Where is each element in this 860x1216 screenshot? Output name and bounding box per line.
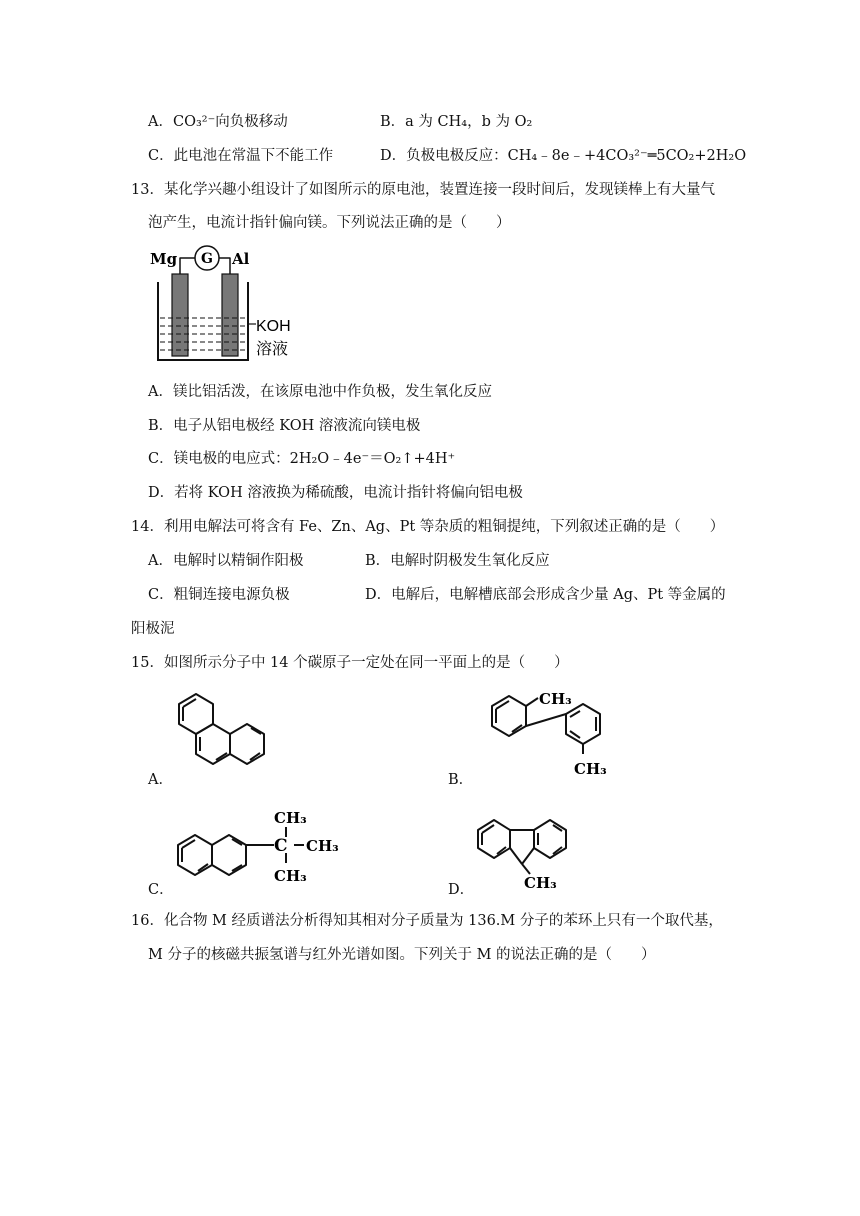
q14-stem: 14．利用电解法可将含有 Fe、Zn、Ag、Pt 等杂质的粗铜提纯，下列叙述正确的是（ ）	[131, 519, 725, 535]
q12-option-d: D．负极电极反应：CH₄﹣8e﹣+4CO₃²⁻═5CO₂+2H₂O	[380, 148, 747, 164]
ch3-right-label: CH₃	[306, 837, 339, 855]
structure-c-tert-butylnaphthalene	[170, 805, 350, 895]
galvanometer-label: G	[201, 251, 213, 267]
q13-option-d: D．若将 KOH 溶液换为稀硫酸，电流计指针将偏向铝电极	[148, 485, 523, 501]
structure-b-dimethylbiphenyl	[470, 690, 630, 782]
mg-electrode	[172, 274, 188, 356]
al-label: Al	[232, 250, 250, 268]
ch3-label: CH₃	[524, 874, 557, 892]
q14-option-d-cont: 阳极泥	[131, 621, 175, 637]
structure-a-phenanthrene	[170, 690, 290, 780]
ch3-upper-label: CH₃	[274, 809, 307, 827]
q12-option-b: B．a 为 CH₄，b 为 O₂	[380, 114, 533, 130]
ch3-lower-label: CH₃	[274, 867, 307, 885]
q12-option-a: A．CO₃²⁻向负极移动	[148, 114, 288, 130]
quaternary-carbon-label: C	[274, 836, 288, 856]
q14-option-b: B．电解时阴极发生氧化反应	[365, 553, 550, 569]
galvanic-cell-figure	[148, 244, 308, 366]
q13-option-a: A．镁比铝活泼，在该原电池中作负极，发生氧化反应	[148, 384, 492, 400]
q15-label-a: A．	[148, 772, 173, 788]
q13-option-b: B．电子从铝电极经 KOH 溶液流向镁电极	[148, 418, 421, 434]
q14-option-c: C．粗铜连接电源负极	[148, 587, 290, 603]
mg-label: Mg	[150, 250, 178, 268]
q15-label-d: D．	[448, 882, 475, 898]
ch3-top-label: CH₃	[539, 690, 572, 708]
ch3-bottom-label: CH₃	[574, 760, 607, 778]
q13-stem-line2: 泡产生，电流计指针偏向镁。下列说法正确的是（ ）	[148, 215, 511, 231]
q13-stem-line1: 13．某化学兴趣小组设计了如图所示的原电池，装置连接一段时间后，发现镁棒上有大量气	[131, 182, 715, 198]
q15-stem: 15．如图所示分子中 14 个碳原子一定处在同一平面上的是（ ）	[131, 655, 569, 671]
structure-d-methylfluorene	[470, 800, 620, 895]
q15-label-c: C．	[148, 882, 174, 898]
solution-label: 溶液	[256, 339, 289, 358]
al-electrode	[222, 274, 238, 356]
q15-label-b: B．	[448, 772, 474, 788]
q13-option-c: C．镁电极的电应式：2H₂O﹣4e⁻＝O₂↑+4H⁺	[148, 451, 456, 467]
q16-stem-line2: M 分子的核磁共振氢谱与红外光谱如图。下列关于 M 的说法正确的是（ ）	[148, 947, 656, 963]
q12-option-c: C．此电池在常温下不能工作	[148, 148, 334, 164]
q14-option-a: A．电解时以精铜作阳极	[148, 553, 304, 569]
koh-label: KOH	[256, 318, 291, 335]
q14-option-d: D．电解后，电解槽底部会形成含少量 Ag、Pt 等金属的	[365, 587, 726, 603]
q16-stem-line1: 16．化合物 M 经质谱法分析得知其相对分子质量为 136.M 分子的苯环上只有一个取代基，	[131, 913, 723, 929]
